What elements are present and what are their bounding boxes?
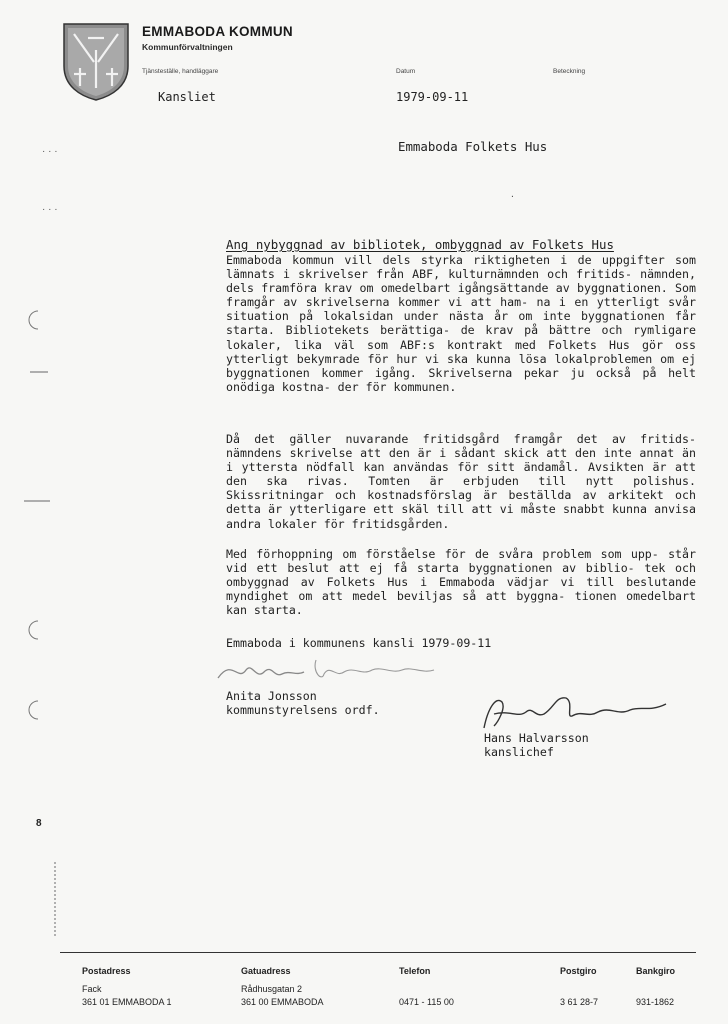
signer-1-title: kommunstyrelsens ordf. <box>226 703 380 717</box>
signer-1-name: Anita Jonsson <box>226 689 317 703</box>
footer-label-postgiro: Postgiro <box>560 966 597 976</box>
body-paragraph-3: Med förhoppning om förståelse för de svåra problem som upp- står vid ett beslut att ej få starta byggnationen av biblio- tek och ombyggnad av Folkets Hus i Emmaboda vädjar vi till beslutande myndighet om att medel beviljas så att byggna- tionen omedelbart kan starta. <box>226 547 703 618</box>
margin-dots: · · · <box>42 146 58 157</box>
footer-street-line-2: 361 00 EMMABODA <box>241 997 324 1007</box>
body-paragraph-2: Då det gäller nuvarande fritidsgård framgår det av fritids- nämndens skrivelse att den är i sådant skick att den inte annat än i yttersta nödfall kan användas för sitt ändamål. Avsikten är att den ska rivas. Tomten är erbjuden till nytt polishus. Skissritningar och kostnadsförslag är beställda av arkitekt och detta är ytterligare ett skäl till att vi måste snabbt kunna anvisa andra lokaler för fritidsgården. <box>226 432 703 531</box>
footer-label-bankgiro: Bankgiro <box>636 966 676 976</box>
printer-imprint-mark <box>52 862 58 936</box>
punch-hole-icon <box>26 698 50 722</box>
footer-divider <box>60 952 696 953</box>
coat-of-arms-icon <box>60 20 132 102</box>
subject-line: Ang nybyggnad av bibliotek, ombyggnad av Folkets Hus <box>226 237 614 252</box>
fold-mark <box>30 370 50 374</box>
footer-bankgiro: 931-1862 <box>636 997 675 1007</box>
punch-hole-icon <box>26 618 50 642</box>
closing-line: Emmaboda i kommunens kansli 1979-09-11 <box>226 636 492 650</box>
signer-2-name: Hans Halvarsson <box>484 731 589 745</box>
footer-postgiro: 3 61 28-7 <box>560 997 599 1007</box>
footer-street-line-1: Rådhusgatan 2 <box>241 984 303 994</box>
signature-anita-jonsson <box>212 652 442 692</box>
reference-label: Beteckning <box>553 68 586 75</box>
date-value: 1979-09-11 <box>396 90 469 104</box>
date-label: Datum <box>396 68 416 75</box>
org-name: EMMABODA KOMMUN <box>142 24 293 39</box>
footer-label-street: Gatuadress <box>241 966 291 976</box>
footer-label-postal: Postadress <box>82 966 131 976</box>
fold-mark <box>24 498 52 504</box>
office-value: Kansliet <box>158 90 216 104</box>
body-paragraph-1: Emmaboda kommun vill dels styrka riktigheten i de uppgifter som lämnats i skrivelser från ABF, kulturnämnden och fritids- nämnden, dels framföra krav om omedelbart igångsättande av byggnationen. Som framgår av skrivelserna kommer vi att ham- na i en ytterligt svår situation på lokalsidan under nästa år om inte byggnationen får starta. Bibliotekets berättiga- de krav på bättre och rymligare lokaler, lika väl som ABF:s kontrakt med Folkets Hus gör oss ytterligt bekymrade för hur vi ska kunna lösa lokalproblemen om ej byggnationen kommer igång. Skrivelserna pekar ju också på helt onödiga kostna- der för kommunen. <box>226 253 703 394</box>
office-label: Tjänsteställe, handläggare <box>142 68 219 75</box>
dept-name: Kommunförvaltningen <box>142 42 233 52</box>
footer-postal-line-2: 361 01 EMMABODA 1 <box>82 997 172 1007</box>
footer-label-phone: Telefon <box>399 966 431 976</box>
footer-phone: 0471 - 115 00 <box>399 997 454 1007</box>
margin-number: 8 <box>36 818 42 829</box>
margin-dots: · · · <box>42 204 58 215</box>
punch-hole-icon <box>26 308 50 332</box>
speck-mark: · <box>510 192 515 201</box>
footer-postal-line-1: Fack <box>82 984 102 994</box>
signer-2-title: kanslichef <box>484 745 554 759</box>
recipient: Emmaboda Folkets Hus <box>398 139 548 154</box>
